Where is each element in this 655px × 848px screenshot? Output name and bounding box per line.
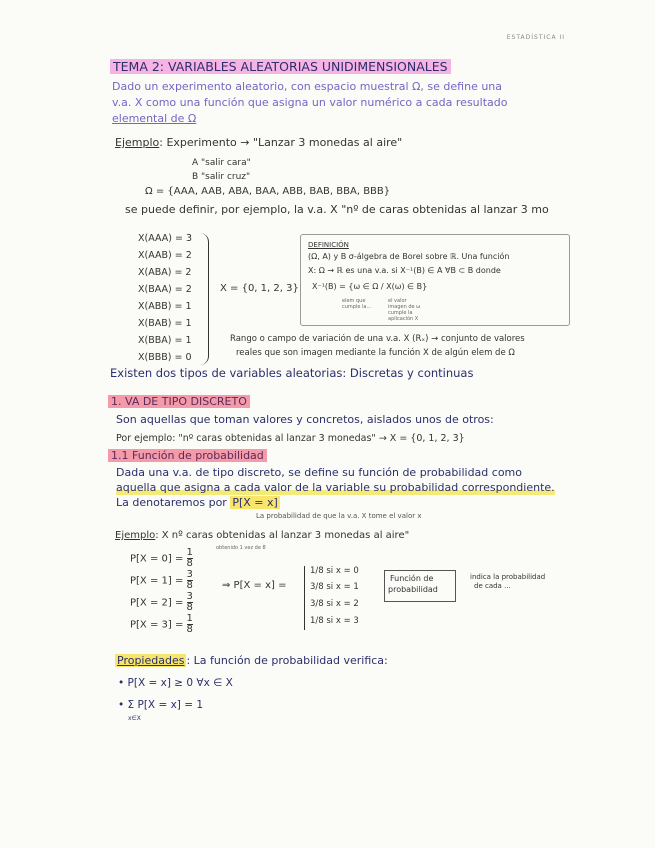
example-label: Ejemplo — [115, 136, 160, 149]
num: 1 — [186, 547, 193, 558]
example-text: : X nº caras obtenidas al lanzar 3 monedas al aire" — [155, 530, 410, 541]
prob-lhs: P[X = 3] = — [130, 619, 184, 631]
tiny-note: obtenido 1 vez de 8 — [216, 545, 266, 551]
prob-fraction — [187, 570, 193, 591]
definition-line: X: Ω → ℝ es una v.a. si X⁻¹(B) ∈ A ∀B ⊂ B donde — [308, 266, 501, 275]
prob-fraction — [187, 614, 193, 635]
piecewise-case: 1/8 si x = 3 — [310, 616, 359, 626]
num: 3 — [186, 591, 193, 602]
title-text: TEMA 2: VARIABLES ALEATORIAS UNIDIMENSIONALES — [110, 59, 451, 74]
mapping-item: X(AAB) = 2 — [138, 250, 192, 261]
num: 3 — [186, 569, 193, 580]
intro-line: v.a. X como una función que asigna un valor numérico a cada resultado — [112, 96, 508, 109]
section11-heading — [108, 449, 267, 463]
mapping-item: X(BAB) = 1 — [138, 318, 192, 329]
prob-lhs: P[X = 1] = — [130, 575, 184, 587]
example2-line — [115, 529, 409, 543]
prob-lhs: P[X = 0] = — [130, 553, 184, 565]
event-b: B "salir cruz" — [192, 172, 251, 182]
property-item: • Σ P[X = x] = 1 — [118, 699, 204, 711]
property-item: • P[X = x] ≥ 0 ∀x ∈ X — [118, 677, 233, 689]
example1-line — [115, 136, 402, 150]
prob-row — [130, 548, 193, 571]
define-variable: se puede definir, por ejemplo, la v.a. X "nº de caras obtenidas al lanzar 3 mo — [125, 203, 549, 216]
section11-line-text: La denotaremos por — [116, 496, 227, 509]
definition-heading: DEFINICIÓN — [308, 241, 349, 249]
den: 8 — [186, 580, 193, 591]
mapping-item: X(BBB) = 0 — [138, 352, 192, 363]
pmf-box-line: probabilidad — [388, 585, 438, 594]
section1-heading — [108, 395, 250, 409]
pmf-box-line: Función de — [390, 574, 434, 583]
section11-line: Dada una v.a. de tipo discreto, se define su función de probabilidad como — [116, 466, 522, 479]
rango-line: Rango o campo de variación de una v.a. X (Rₓ) → conjunto de valores — [230, 334, 525, 344]
section11-title: 1.1 Función de probabilidad — [108, 449, 267, 462]
definition-line: (Ω, A) y B σ-álgebra de Borel sobre ℝ. Una función — [308, 252, 510, 261]
definition-line: X⁻¹(B) = {ω ∈ Ω / X(ω) ∈ B} — [312, 282, 428, 291]
mapping-item: X(BAA) = 2 — [138, 284, 192, 295]
piecewise-case: 3/8 si x = 1 — [310, 582, 359, 592]
sample-space: Ω = {AAA, AAB, ABA, BAA, ABB, BAB, BBA, BBB} — [145, 186, 391, 197]
definition-note: el valor imagen de ω cumple la aplicación X — [388, 298, 421, 322]
section1-desc: Son aquellas que toman valores y concretos, aislados unos de otros: — [116, 413, 494, 426]
den: 8 — [186, 558, 193, 569]
section1-example: Por ejemplo: "nº caras obtenidas al lanzar 3 monedas" → X = {0, 1, 2, 3} — [116, 433, 465, 444]
prob-row — [130, 614, 193, 637]
piecewise-case: 1/8 si x = 0 — [310, 566, 359, 576]
properties-text: : La función de probabilidad verifica: — [186, 654, 388, 667]
right-brace — [200, 233, 209, 365]
intro-line: Dado un experimento aleatorio, con espacio muestral Ω, se define una — [112, 80, 503, 93]
page-title — [110, 60, 451, 74]
section11-line: aquella que asigna a cada valor de la variable su probabilidad correspondiente. — [116, 481, 555, 494]
example-text: : Experimento → "Lanzar 3 monedas al aire" — [159, 136, 403, 149]
example-label: Ejemplo — [115, 530, 156, 541]
mapping-item: X(BBA) = 1 — [138, 335, 192, 346]
mapping-item: X(ABA) = 2 — [138, 267, 192, 278]
mapping-item: X(AAA) = 3 — [138, 233, 192, 244]
prob-row — [130, 592, 193, 615]
properties-line — [115, 654, 388, 668]
mapping-item: X(ABB) = 1 — [138, 301, 192, 312]
event-a: A "salir cara" — [192, 158, 251, 168]
prob-row — [130, 570, 193, 593]
pmf-note: indica la probabilidad — [470, 573, 546, 581]
page-header-mark: ESTADÍSTICA II — [506, 34, 565, 41]
pmf-notation: P[X = x] — [232, 496, 278, 509]
notation-annotation: La probabilidad de que la v.a. X tome el valor x — [256, 512, 422, 520]
definition-note: elem que cumple la... — [342, 298, 372, 310]
section1-title: 1. VA DE TIPO DISCRETO — [108, 395, 250, 408]
properties-label: Propiedades — [117, 654, 185, 667]
den: 8 — [186, 624, 193, 635]
prob-fraction — [187, 548, 193, 569]
variable-types: Existen dos tipos de variables aleatorias: Discretas y continuas — [110, 366, 474, 380]
variable-range: X = {0, 1, 2, 3} — [220, 283, 299, 294]
section11-line — [116, 496, 280, 510]
piecewise-brace — [304, 566, 305, 630]
intro-line: elemental de Ω — [112, 112, 197, 125]
num: 1 — [186, 613, 193, 624]
piecewise-lhs: ⇒ P[X = x] = — [222, 580, 287, 591]
prob-lhs: P[X = 2] = — [130, 597, 184, 609]
piecewise-case: 3/8 si x = 2 — [310, 599, 359, 609]
sum-subscript: x∈X — [128, 715, 141, 722]
prob-fraction — [187, 592, 193, 613]
rango-line: reales que son imagen mediante la función X de algún elem de Ω — [236, 348, 515, 358]
den: 8 — [186, 602, 193, 613]
pmf-note: de cada ... — [474, 582, 511, 590]
